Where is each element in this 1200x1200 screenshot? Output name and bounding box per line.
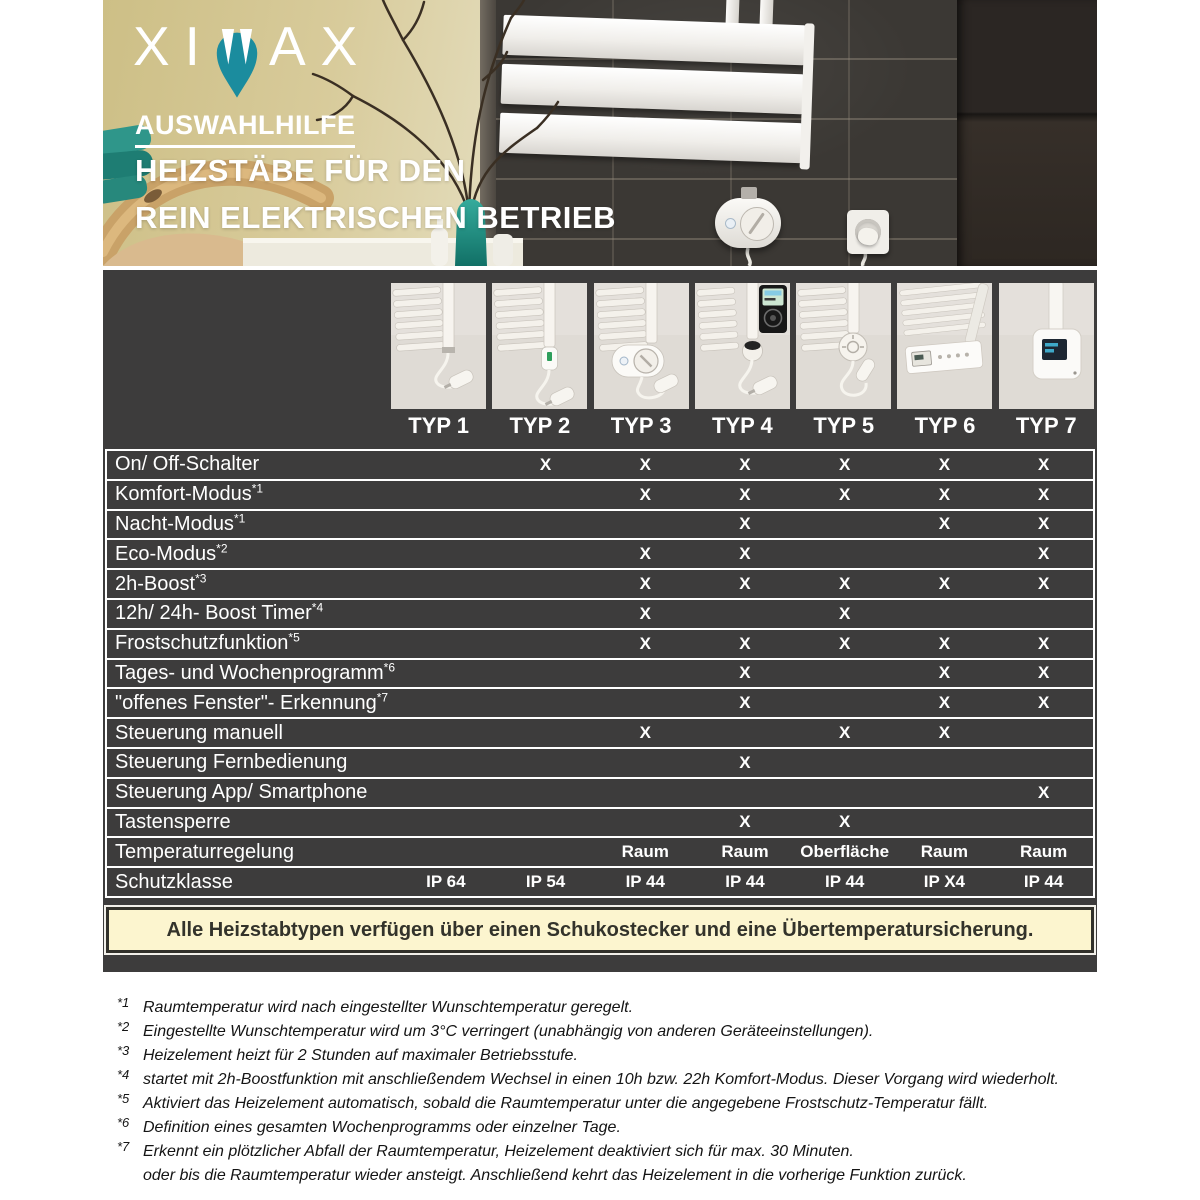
feature-cell-typ-4 bbox=[695, 778, 795, 808]
feature-table bbox=[105, 449, 1095, 898]
footnote-marker: *6 bbox=[117, 1115, 130, 1130]
feature-row bbox=[106, 688, 1094, 718]
feature-cell-typ-1 bbox=[396, 659, 496, 689]
product-column bbox=[692, 283, 793, 409]
footnote-marker: *2 bbox=[117, 1019, 130, 1034]
feature-cell-typ-5: X bbox=[795, 629, 895, 659]
feature-cell-typ-4: X bbox=[695, 480, 795, 510]
comparison-panel bbox=[103, 270, 1097, 972]
footnote-ref: *2 bbox=[216, 541, 228, 556]
feature-cell-typ-2: IP 54 bbox=[496, 867, 596, 897]
feature-cell-typ-3 bbox=[595, 748, 695, 778]
feature-label: Temperaturregelung bbox=[106, 837, 396, 867]
footnote-item bbox=[117, 1091, 1112, 1113]
feature-cell-typ-5 bbox=[795, 510, 895, 540]
feature-cell-typ-5: Oberfläche bbox=[795, 837, 895, 867]
hero-image bbox=[103, 0, 1097, 266]
feature-cell-typ-4: X bbox=[695, 629, 795, 659]
feature-label: Komfort-Modus$^{*1}$ bbox=[106, 480, 396, 510]
footnote-ref: *7 bbox=[376, 690, 389, 705]
product-column bbox=[793, 283, 894, 409]
feature-cell-typ-3: X bbox=[595, 480, 695, 510]
footnote-marker bbox=[117, 1163, 143, 1182]
feature-cell-typ-1 bbox=[396, 837, 496, 867]
feature-cell-typ-3 bbox=[595, 778, 695, 808]
feature-label: Schutzklasse bbox=[106, 867, 396, 897]
feature-cell-typ-1 bbox=[396, 539, 496, 569]
control-led bbox=[725, 218, 736, 229]
footnote-text: Definition eines gesamten Wochenprogramms oder einzelner Tage. bbox=[143, 1119, 621, 1136]
feature-cell-typ-7: X bbox=[994, 569, 1094, 599]
typ-4-label: TYP 4 bbox=[712, 413, 773, 438]
footnote-ref: *5 bbox=[288, 630, 300, 645]
feature-cell-typ-7: X bbox=[994, 778, 1094, 808]
typ-2-product-image bbox=[492, 283, 587, 409]
footnote-marker: *7 bbox=[117, 1139, 130, 1154]
feature-cell-typ-4 bbox=[695, 599, 795, 629]
feature-cell-typ-2 bbox=[496, 837, 596, 867]
feature-cell-typ-2 bbox=[496, 778, 596, 808]
feature-cell-typ-4: Raum bbox=[695, 837, 795, 867]
feature-cell-typ-5 bbox=[795, 539, 895, 569]
feature-cell-typ-1 bbox=[396, 480, 496, 510]
feature-cell-typ-3: X bbox=[595, 539, 695, 569]
feature-cell-typ-4: X bbox=[695, 748, 795, 778]
feature-row bbox=[106, 569, 1094, 599]
feature-cell-typ-7: IP 44 bbox=[994, 867, 1094, 897]
note-bar: Alle Heizstabtypen verfügen über einen Schukostecker und eine Übertemperatursicherung. bbox=[106, 907, 1094, 953]
footnote-item bbox=[117, 1067, 1112, 1089]
feature-cell-typ-5 bbox=[795, 688, 895, 718]
footnote-text: Eingestellte Wunschtemperatur wird um 3°C verringert (unabhängig von anderen Geräteeinstellungen). bbox=[143, 1023, 874, 1040]
footnote-ref: *1 bbox=[251, 481, 264, 496]
footnote-ref: *6 bbox=[383, 660, 395, 675]
feature-cell-typ-4: X bbox=[695, 659, 795, 689]
footnote-text: Heizelement heizt für 2 Stunden auf maximaler Betriebsstufe. bbox=[143, 1047, 578, 1064]
ximax-m-icon bbox=[211, 26, 263, 100]
feature-row bbox=[106, 480, 1094, 510]
brand-logo bbox=[133, 16, 372, 100]
feature-cell-typ-3: IP 44 bbox=[595, 867, 695, 897]
typ-1-product-image bbox=[391, 283, 486, 409]
feature-label: Tastensperre bbox=[106, 808, 396, 838]
typ-1-label: TYP 1 bbox=[408, 413, 469, 438]
feature-cell-typ-5: X bbox=[795, 569, 895, 599]
footnote-marker: *1 bbox=[117, 995, 130, 1010]
footnote-item bbox=[117, 1043, 1112, 1065]
feature-cell-typ-7: X bbox=[994, 539, 1094, 569]
feature-row bbox=[106, 837, 1094, 867]
feature-cell-typ-1 bbox=[396, 629, 496, 659]
feature-cell-typ-3: X bbox=[595, 450, 695, 480]
feature-cell-typ-7: X bbox=[994, 450, 1094, 480]
feature-cell-typ-4: X bbox=[695, 539, 795, 569]
feature-cell-typ-1 bbox=[396, 778, 496, 808]
page-title-line2: REIN ELEKTRISCHEN BETRIEB bbox=[135, 200, 616, 235]
feature-cell-typ-2 bbox=[496, 510, 596, 540]
feature-cell-typ-5: X bbox=[795, 718, 895, 748]
feature-cell-typ-6: X bbox=[895, 569, 995, 599]
feature-cell-typ-5 bbox=[795, 748, 895, 778]
feature-cell-typ-6: X bbox=[895, 510, 995, 540]
feature-cell-typ-2 bbox=[496, 748, 596, 778]
feature-cell-typ-2 bbox=[496, 539, 596, 569]
typ-7-label: TYP 7 bbox=[1015, 413, 1077, 438]
feature-cell-typ-1 bbox=[396, 599, 496, 629]
product-grid bbox=[388, 283, 1097, 409]
feature-cell-typ-5: X bbox=[795, 480, 895, 510]
feature-label: "offenes Fenster"- Erkennung$^{*7}$ bbox=[106, 688, 396, 718]
feature-cell-typ-4: X bbox=[695, 510, 795, 540]
typ-3-product-image bbox=[594, 283, 689, 409]
footnote-item bbox=[117, 1019, 1112, 1041]
feature-label: Tages- und Wochenprogramm$^{*6}$ bbox=[106, 659, 396, 689]
footnote-ref: *4 bbox=[311, 600, 324, 615]
product-column bbox=[996, 283, 1097, 409]
heating-element-control-illustration bbox=[715, 198, 781, 248]
feature-cell-typ-3 bbox=[595, 688, 695, 718]
product-column bbox=[894, 283, 995, 409]
wall-outlet-illustration bbox=[847, 210, 889, 254]
footnote-marker: *5 bbox=[117, 1091, 130, 1106]
page-subtitle: AUSWAHLHILFE bbox=[135, 110, 355, 148]
feature-cell-typ-6 bbox=[895, 778, 995, 808]
footnote-marker: *4 bbox=[117, 1067, 130, 1082]
chrome-connector bbox=[741, 187, 757, 199]
footnote-item bbox=[117, 995, 1112, 1017]
feature-cell-typ-6: X bbox=[895, 718, 995, 748]
feature-cell-typ-1 bbox=[396, 688, 496, 718]
feature-label: Frostschutzfunktion$^{*5}$ bbox=[106, 629, 396, 659]
feature-cell-typ-1: IP 64 bbox=[396, 867, 496, 897]
feature-cell-typ-7 bbox=[994, 599, 1094, 629]
feature-row bbox=[106, 808, 1094, 838]
feature-cell-typ-1 bbox=[396, 748, 496, 778]
feature-cell-typ-2 bbox=[496, 718, 596, 748]
feature-cell-typ-6: X bbox=[895, 480, 995, 510]
footnotes bbox=[117, 995, 1112, 1190]
feature-cell-typ-5: X bbox=[795, 450, 895, 480]
typ-3-label: TYP 3 bbox=[610, 413, 672, 438]
page-title-line1: HEIZSTÄBE FÜR DEN bbox=[135, 153, 466, 188]
feature-cell-typ-7: X bbox=[994, 629, 1094, 659]
feature-cell-typ-5: IP 44 bbox=[795, 867, 895, 897]
footnote-text: Erkennt ein plötzlicher Abfall der Raumtemperatur, Heizelement deaktiviert sich für max. 30 Minuten. bbox=[143, 1143, 854, 1160]
feature-cell-typ-3 bbox=[595, 808, 695, 838]
typ-5-label: TYP 5 bbox=[813, 413, 875, 438]
feature-cell-typ-3: Raum bbox=[595, 837, 695, 867]
feature-cell-typ-7: X bbox=[994, 510, 1094, 540]
feature-label: Steuerung manuell bbox=[106, 718, 396, 748]
feature-row bbox=[106, 748, 1094, 778]
feature-cell-typ-6 bbox=[895, 539, 995, 569]
footnote-item bbox=[117, 1166, 1112, 1185]
feature-row bbox=[106, 659, 1094, 689]
feature-row bbox=[106, 778, 1094, 808]
feature-cell-typ-2 bbox=[496, 659, 596, 689]
feature-cell-typ-2 bbox=[496, 480, 596, 510]
control-dial bbox=[740, 207, 774, 241]
footnote-ref: *1 bbox=[233, 511, 246, 526]
feature-row bbox=[106, 629, 1094, 659]
feature-label: Steuerung App/ Smartphone bbox=[106, 778, 396, 808]
footnote-item bbox=[117, 1139, 1112, 1161]
feature-cell-typ-4: X bbox=[695, 688, 795, 718]
feature-label: On/ Off-Schalter bbox=[106, 450, 396, 480]
brand-text-right: AX bbox=[268, 15, 373, 77]
feature-cell-typ-1 bbox=[396, 450, 496, 480]
feature-cell-typ-6 bbox=[895, 748, 995, 778]
feature-row bbox=[106, 718, 1094, 748]
page-title bbox=[135, 147, 616, 241]
feature-cell-typ-1 bbox=[396, 718, 496, 748]
feature-cell-typ-2 bbox=[496, 599, 596, 629]
feature-cell-typ-2 bbox=[496, 808, 596, 838]
feature-label: Steuerung Fernbedienung bbox=[106, 748, 396, 778]
feature-label: Nacht-Modus$^{*1}$ bbox=[106, 510, 396, 540]
feature-cell-typ-7 bbox=[994, 718, 1094, 748]
feature-cell-typ-2: X bbox=[496, 450, 596, 480]
feature-cell-typ-6: X bbox=[895, 450, 995, 480]
feature-cell-typ-6: X bbox=[895, 688, 995, 718]
typ-6-product-image bbox=[897, 283, 992, 409]
brand-text-left: XI bbox=[133, 15, 215, 77]
feature-cell-typ-7: X bbox=[994, 688, 1094, 718]
feature-cell-typ-4: IP 44 bbox=[695, 867, 795, 897]
typ-5-product-image bbox=[796, 283, 891, 409]
feature-cell-typ-6: X bbox=[895, 629, 995, 659]
typ-7-product-image bbox=[999, 283, 1094, 409]
feature-cell-typ-5 bbox=[795, 778, 895, 808]
feature-cell-typ-4: X bbox=[695, 808, 795, 838]
feature-cell-typ-3: X bbox=[595, 599, 695, 629]
footnote-text: Aktiviert das Heizelement automatisch, sobald die Raumtemperatur unter die angegebene Frostschutz-Temperatur fällt. bbox=[143, 1095, 989, 1112]
feature-row bbox=[106, 867, 1094, 897]
feature-label: 2h-Boost$^{*3}$ bbox=[106, 569, 396, 599]
feature-cell-typ-3: X bbox=[595, 569, 695, 599]
footnote-text: startet mit 2h-Boostfunktion mit anschließendem Wechsel in einen 10h bzw. 22h Komfort-Modus. Dieser Vorgang wird wiederholt. bbox=[143, 1071, 1059, 1088]
feature-label: 12h/ 24h- Boost Timer$^{*4}$ bbox=[106, 599, 396, 629]
feature-cell-typ-4 bbox=[695, 718, 795, 748]
footnote-marker: *3 bbox=[117, 1043, 130, 1058]
feature-cell-typ-5: X bbox=[795, 599, 895, 629]
feature-cell-typ-5: X bbox=[795, 808, 895, 838]
feature-cell-typ-6: IP X4 bbox=[895, 867, 995, 897]
feature-cell-typ-2 bbox=[496, 688, 596, 718]
footnote-text: Raumtemperatur wird nach eingestellter Wunschtemperatur geregelt. bbox=[143, 999, 634, 1016]
footnote-ref: *3 bbox=[195, 570, 207, 585]
feature-row bbox=[106, 539, 1094, 569]
feature-cell-typ-7 bbox=[994, 748, 1094, 778]
typ-4-product-image bbox=[695, 283, 790, 409]
feature-cell-typ-2 bbox=[496, 629, 596, 659]
footnote-item bbox=[117, 1115, 1112, 1137]
feature-cell-typ-4: X bbox=[695, 450, 795, 480]
feature-cell-typ-6: X bbox=[895, 659, 995, 689]
typ-2-label: TYP 2 bbox=[509, 413, 571, 438]
product-column bbox=[591, 283, 692, 409]
feature-cell-typ-1 bbox=[396, 808, 496, 838]
typ-6-label: TYP 6 bbox=[914, 413, 976, 438]
feature-row bbox=[106, 510, 1094, 540]
feature-cell-typ-5 bbox=[795, 659, 895, 689]
feature-cell-typ-3 bbox=[595, 510, 695, 540]
feature-cell-typ-1 bbox=[396, 510, 496, 540]
feature-label: Eco-Modus$^{*2}$ bbox=[106, 539, 396, 569]
footnote-text: oder bis die Raumtemperatur wieder ansteigt. Anschließend kehrt das Heizelement in die vorherige Funktion zurück. bbox=[143, 1167, 967, 1184]
product-column bbox=[489, 283, 590, 409]
product-column bbox=[388, 283, 489, 409]
feature-cell-typ-6 bbox=[895, 599, 995, 629]
typ-label-row bbox=[388, 413, 1097, 439]
feature-cell-typ-3 bbox=[595, 659, 695, 689]
feature-cell-typ-2 bbox=[496, 569, 596, 599]
feature-cell-typ-1 bbox=[396, 569, 496, 599]
feature-cell-typ-3: X bbox=[595, 629, 695, 659]
feature-row bbox=[106, 599, 1094, 629]
feature-cell-typ-7: X bbox=[994, 480, 1094, 510]
feature-cell-typ-4: X bbox=[695, 569, 795, 599]
feature-cell-typ-7: X bbox=[994, 659, 1094, 689]
feature-cell-typ-3: X bbox=[595, 718, 695, 748]
feature-cell-typ-6 bbox=[895, 808, 995, 838]
feature-row bbox=[106, 450, 1094, 480]
feature-cell-typ-6: Raum bbox=[895, 837, 995, 867]
feature-cell-typ-7 bbox=[994, 808, 1094, 838]
feature-cell-typ-7: Raum bbox=[994, 837, 1094, 867]
